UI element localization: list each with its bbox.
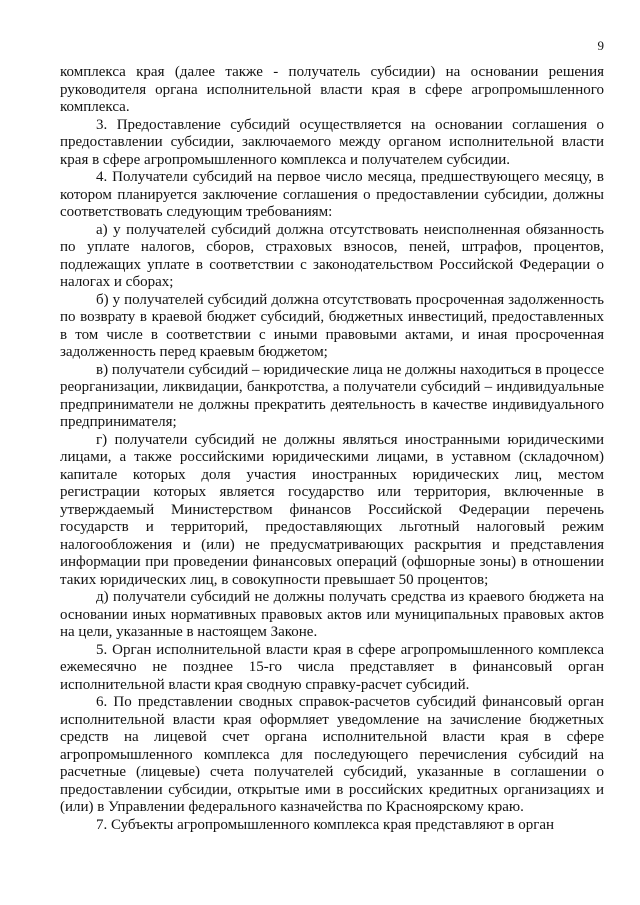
paragraph-item-4d: д) получатели субсидий не должны получать средства из краевого бюджета на основании иных нормативных правовых актов или муниципальных правовых актов на цели, указанные в настоящем Законе. [60,589,604,640]
paragraph-item-4g: г) получатели субсидий не должны являться иностранными юридическими лицами, а также российскими юридическими лицами, в уставном (складочном) капитале которых доля участия иностранных юридических лиц, местом регистрации которых является государство или территория, включенные в утверждаемый Министерством финансов Российской Федерации перечень государств и территорий, предоставляющих льготный налоговый режим налогообложения и (или) не предусматривающих раскрытия и представления информации при проведении финансовых операций (офшорные зоны) в отношении таких юридических лиц, в совокупности превышает 50 процентов; [60,431,604,588]
paragraph-item-7: 7. Субъекты агропромышленного комплекса края представляют в орган [96,816,555,833]
paragraph-continuation: комплекса края (далее также - получатель субсидии) на основании решения руководителя органа исполнительной власти края в сфере агропромышленного комплекса. [60,64,604,115]
paragraph-item-3: 3. Предоставление субсидий осуществляется на основании соглашения о предоставлении субсидии, заключаемого между органом исполнительной власти края в сфере агропромышленного комплекса и получателем субсидии. [60,116,604,168]
paragraph-item-4b: б) у получателей субсидий должна отсутствовать просроченная задолженность по возврату в краевой бюджет субсидий, бюджетных инвестиций, предоставленных в том числе в соответствии с иными правовыми актами, и иная просроченная задолженность перед краевым бюджетом; [60,291,604,360]
paragraph-item-6: 6. По представлении сводных справок-расчетов субсидий финансовый орган исполнительной власти края оформляет уведомление на зачисление бюджетных средств на лицевой счет органа исполнительной власти края в сфере агропромышленного комплекса для последующего перечисления субсидий на расчетные (лицевые) счета получателей субсидий, указанные в соглашении о предоставлении субсидии, открытые ими в российских кредитных организациях и (или) в Управлении федерального казначейства по Красноярскому краю. [60,694,604,815]
document-body [60,64,604,834]
page-number: 9 [597,38,604,53]
paragraph-item-4v: в) получатели субсидий – юридические лица не должны находиться в процессе реорганизации, ликвидации, банкротства, а получатели субсидий – индивидуальные предприниматели не должны прекратить деятельность в качестве индивидуального предпринимателя; [60,361,604,430]
paragraph-item-5: 5. Орган исполнительной власти края в сфере агропромышленного комплекса ежемесячно не позднее 15-го числа представляет в финансовый орган исполнительной власти края сводную справку-расчет субсидий. [60,641,604,693]
paragraph-item-4: 4. Получатели субсидий на первое число месяца, предшествующего месяцу, в котором планируется заключение соглашения о предоставлении субсидии, должны соответствовать следующим требованиям: [60,169,604,220]
paragraph-item-4a: а) у получателей субсидий должна отсутствовать неисполненная обязанность по уплате налогов, сборов, страховых взносов, пеней, штрафов, процентов, подлежащих уплате в соответствии с законодательством Российской Федерации о налогах и сборах; [60,221,604,290]
